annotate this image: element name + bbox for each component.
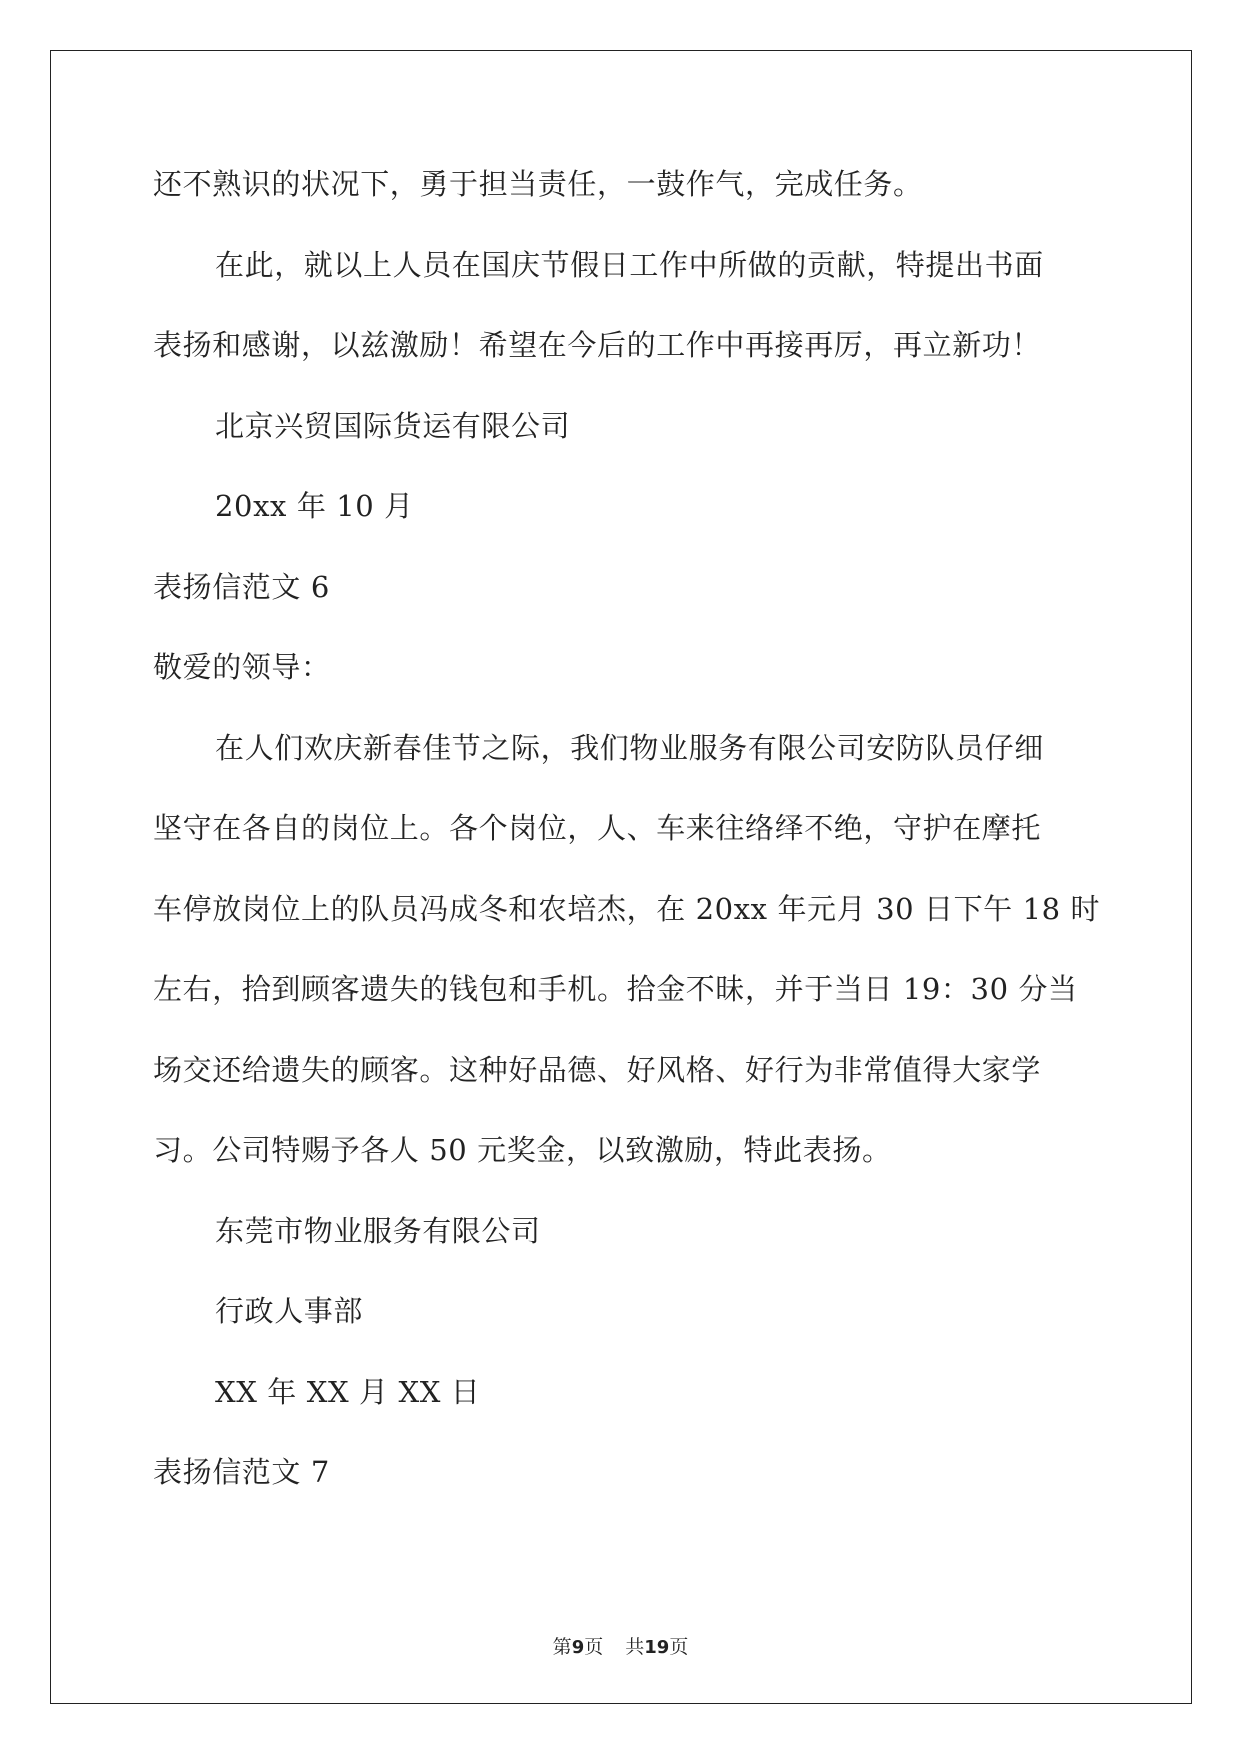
page-number: 9	[571, 1637, 585, 1658]
text-line: 习。公司特赐予各人 50 元奖金，以致激励，特此表扬。	[153, 1133, 892, 1167]
text-line: 坚守在各自的岗位上。各个岗位，人、车来往络绎不绝，守护在摩托	[153, 811, 1042, 845]
text-line: 还不熟识的状况下，勇于担当责任，一鼓作气，完成任务。	[153, 167, 923, 201]
total-pages: 19	[644, 1637, 670, 1658]
section-heading: 表扬信范文 6	[153, 569, 330, 604]
page-prefix: 第	[552, 1636, 572, 1658]
total-prefix: 共	[625, 1636, 645, 1658]
signature-date: XX 年 XX 月 XX 日	[215, 1374, 481, 1409]
text-line: 场交还给遗失的顾客。这种好品德、好风格、好行为非常值得大家学	[153, 1052, 1042, 1087]
page-footer	[0, 1632, 1241, 1659]
document-body	[153, 164, 1101, 1533]
text-line: 左右，拾到顾客遗失的钱包和手机。拾金不昧，并于当日 19：30 分当	[153, 972, 1078, 1006]
section-heading: 表扬信范文 7	[153, 1455, 330, 1489]
salutation: 敬爱的领导：	[153, 650, 331, 684]
text-line: 在此，就以上人员在国庆节假日工作中所做的贡献，特提出书面	[215, 247, 1044, 282]
text-line: 表扬和感谢，以兹激励！希望在今后的工作中再接再厉，再立新功！	[153, 328, 1042, 362]
signature-department: 行政人事部	[215, 1294, 364, 1328]
text-line: 车停放岗位上的队员冯成冬和农培杰，在 20xx 年元月 30 日下午 18 时	[153, 891, 1101, 926]
signature-company: 北京兴贸国际货运有限公司	[215, 408, 571, 443]
text-line: 在人们欢庆新春佳节之际，我们物业服务有限公司安防队员仔细	[215, 730, 1044, 765]
signature-date: 20xx 年 10 月	[215, 489, 414, 523]
total-suffix: 页	[669, 1636, 689, 1658]
signature-company: 东莞市物业服务有限公司	[215, 1213, 541, 1248]
page-suffix: 页	[584, 1636, 604, 1658]
